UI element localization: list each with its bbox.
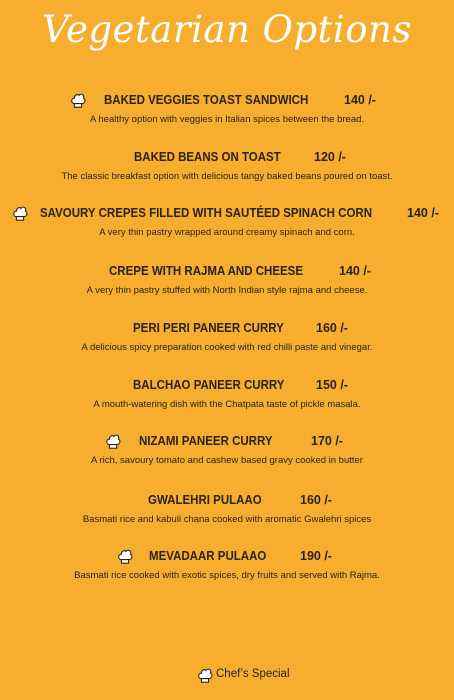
item-price: 150 /-	[316, 378, 348, 392]
item-description: Basmati rice and kabuli chana cooked with aromatic Gwalehri spices	[82, 514, 372, 525]
item-description: A very thin pastry wrapped around creamy spinach and corn.	[99, 227, 355, 238]
item-price: 160 /-	[316, 321, 348, 335]
item-name: SAVOURY CREPES FILLED WITH SAUTÉED SPINACH CORN	[40, 206, 373, 220]
item-name: NIZAMI PANEER CURRY	[139, 434, 273, 448]
chef-hat-icon	[196, 666, 214, 684]
legend-label: Chef’s Special	[216, 668, 290, 680]
item-price: 140 /-	[407, 206, 439, 220]
item-name: GWALEHRI PULAAO	[148, 493, 262, 507]
chef-hat-icon	[116, 547, 134, 565]
item-description: A healthy option with veggies in Italian spices between the bread.	[89, 114, 365, 125]
chef-hat-icon	[104, 432, 122, 450]
item-price: 170 /-	[311, 434, 343, 448]
item-name: MEVADAAR PULAAO	[149, 549, 267, 563]
item-price: 120 /-	[314, 150, 346, 164]
item-name: BAKED BEANS ON TOAST	[134, 150, 281, 164]
item-description: A rich, savoury tomato and cashew based gravy cooked in butter	[91, 455, 363, 466]
item-name: PERI PERI PANEER CURRY	[133, 321, 284, 335]
item-description: A delicious spicy preparation cooked with red chilli paste and vinegar.	[81, 342, 373, 353]
item-name: CREPE WITH RAJMA AND CHEESE	[109, 264, 304, 278]
page-title: Vegetarian Options	[42, 8, 412, 51]
item-description: The classic breakfast option with delicious tangy baked beans poured on toast.	[61, 171, 393, 182]
item-price: 140 /-	[339, 264, 371, 278]
item-price: 160 /-	[300, 493, 332, 507]
item-name: BALCHAO PANEER CURRY	[133, 378, 285, 392]
item-description: A very thin pastry stuffed with North Indian style rajma and cheese.	[86, 285, 368, 296]
item-name: BAKED VEGGIES TOAST SANDWICH	[104, 93, 309, 107]
item-price: 140 /-	[344, 93, 376, 107]
chef-hat-icon	[69, 91, 87, 109]
chef-hat-icon	[11, 204, 29, 222]
item-description: Basmati rice cooked with exotic spices, dry fruits and served with Rajma.	[74, 570, 380, 581]
item-description: A mouth-watering dish with the Chatpata taste of pickle masala.	[93, 399, 361, 410]
item-price: 190 /-	[300, 549, 332, 563]
